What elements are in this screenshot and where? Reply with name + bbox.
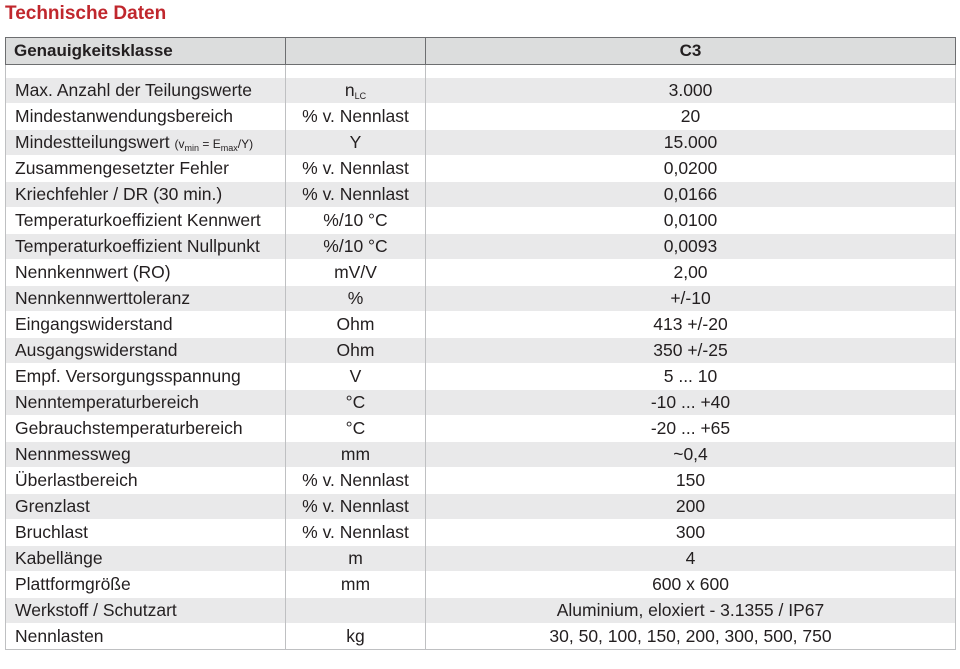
row-name-text: Werkstoff / Schutzart	[15, 600, 177, 620]
row-value: +/-10	[426, 286, 956, 312]
row-value: -20 ... +65	[426, 416, 956, 442]
row-name-text: Kabellänge	[15, 548, 103, 568]
row-name	[6, 546, 286, 572]
table-header-row	[6, 38, 956, 65]
table-row	[6, 624, 956, 650]
row-unit	[286, 546, 426, 572]
row-unit-text: n	[344, 80, 355, 100]
technical-data-table	[5, 37, 956, 650]
row-name-text: Nenntemperaturbereich	[15, 392, 199, 412]
row-name	[6, 494, 286, 520]
row-value: 2,00	[426, 260, 956, 286]
row-name	[6, 208, 286, 234]
row-name-text: Zusammengesetzter Fehler	[15, 158, 229, 178]
row-unit-text: % v. Nennlast	[302, 106, 409, 126]
row-name	[6, 104, 286, 130]
row-unit	[286, 442, 426, 468]
row-name	[6, 598, 286, 624]
table-row	[6, 546, 956, 572]
row-unit-text: % v. Nennlast	[302, 184, 409, 204]
row-name-text: Empf. Versorgungsspannung	[15, 366, 241, 386]
table-row	[6, 364, 956, 390]
row-name-text: Überlastbereich	[15, 470, 138, 490]
table-row	[6, 572, 956, 598]
table-row	[6, 416, 956, 442]
row-name	[6, 234, 286, 260]
row-value: 600 x 600	[426, 572, 956, 598]
table-row	[6, 520, 956, 546]
row-value: 30, 50, 100, 150, 200, 300, 500, 750	[426, 624, 956, 650]
row-unit-text: mV/V	[334, 262, 377, 282]
row-name-text: Temperaturkoeffizient Kennwert	[15, 210, 261, 230]
row-name	[6, 364, 286, 390]
row-name-text: Nennkennwerttoleranz	[15, 288, 191, 308]
row-unit-text: % v. Nennlast	[302, 158, 409, 178]
row-value: ~0,4	[426, 442, 956, 468]
table-row	[6, 286, 956, 312]
row-name	[6, 468, 286, 494]
row-name	[6, 624, 286, 650]
row-unit	[286, 130, 426, 156]
row-name	[6, 286, 286, 312]
table-row	[6, 312, 956, 338]
row-unit	[286, 390, 426, 416]
row-unit-text: m	[348, 548, 363, 568]
row-unit	[286, 260, 426, 286]
row-name-text: Kriechfehler / DR (30 min.)	[15, 184, 223, 204]
row-name-text: Mindestanwendungsbereich	[15, 106, 233, 126]
row-name-text: Grenzlast	[15, 496, 90, 516]
row-unit-text: Ohm	[336, 314, 375, 334]
table-row	[6, 598, 956, 624]
row-name	[6, 442, 286, 468]
table-row	[6, 156, 956, 182]
row-unit-text: % v. Nennlast	[302, 470, 409, 490]
row-unit	[286, 624, 426, 650]
row-unit-text: % v. Nennlast	[302, 522, 409, 542]
table-row	[6, 182, 956, 208]
row-unit-text: °C	[345, 418, 366, 438]
table-row	[6, 260, 956, 286]
row-value: 413 +/-20	[426, 312, 956, 338]
row-unit	[286, 598, 426, 624]
row-unit	[286, 494, 426, 520]
row-value: 0,0100	[426, 208, 956, 234]
row-value: 15.000	[426, 130, 956, 156]
row-unit	[286, 208, 426, 234]
table-row	[6, 78, 956, 104]
table-row	[6, 130, 956, 156]
row-unit-text: %	[347, 288, 364, 308]
row-value: 350 +/-25	[426, 338, 956, 364]
row-name-text: Mindestteilungswert	[15, 132, 170, 152]
row-name-text: Bruchlast	[15, 522, 88, 542]
row-unit	[286, 286, 426, 312]
table-row	[6, 338, 956, 364]
row-value: 0,0166	[426, 182, 956, 208]
row-value: 0,0093	[426, 234, 956, 260]
row-unit-text: Y	[349, 132, 362, 152]
row-unit	[286, 416, 426, 442]
table-row	[6, 390, 956, 416]
row-name-text: Gebrauchstemperaturbereich	[15, 418, 243, 438]
row-value: 20	[426, 104, 956, 130]
row-name-text: Eingangswiderstand	[15, 314, 173, 334]
row-unit	[286, 338, 426, 364]
row-name	[6, 520, 286, 546]
header-accuracy-class: Genauigkeitsklasse	[6, 38, 286, 65]
row-name-note: $(v_{min} = E_{max}/Y)$	[174, 137, 254, 153]
row-unit	[286, 572, 426, 598]
table-row	[6, 468, 956, 494]
row-value: 200	[426, 494, 956, 520]
row-value: 0,0200	[426, 156, 956, 182]
row-name	[6, 390, 286, 416]
row-value: Aluminium, eloxiert - 3.1355 / IP67	[426, 598, 956, 624]
row-unit	[286, 182, 426, 208]
header-unit	[286, 38, 426, 65]
row-unit-text: V	[349, 366, 362, 386]
row-value: 4	[426, 546, 956, 572]
row-name-text: Ausgangswiderstand	[15, 340, 178, 360]
row-value: -10 ... +40	[426, 390, 956, 416]
row-unit	[286, 468, 426, 494]
row-unit	[286, 234, 426, 260]
row-unit-text: % v. Nennlast	[302, 496, 409, 516]
header-class-value: C3	[426, 38, 956, 65]
row-unit	[286, 156, 426, 182]
row-unit-subscript: LC	[354, 91, 367, 101]
row-name	[6, 260, 286, 286]
row-name	[6, 78, 286, 104]
row-name-text: Nennmessweg	[15, 444, 131, 464]
row-name	[6, 156, 286, 182]
row-unit	[286, 520, 426, 546]
table-row	[6, 442, 956, 468]
row-unit-text: Ohm	[336, 340, 375, 360]
row-name-text: Plattformgröße	[15, 574, 131, 594]
row-unit-text: %/10 °C	[323, 210, 388, 230]
row-value: 3.000	[426, 78, 956, 104]
row-value: 5 ... 10	[426, 364, 956, 390]
row-name-text: Temperaturkoeffizient Nullpunkt	[15, 236, 260, 256]
table-row	[6, 494, 956, 520]
row-name	[6, 182, 286, 208]
row-name	[6, 312, 286, 338]
row-unit-text: kg	[346, 626, 365, 646]
table-row	[6, 104, 956, 130]
row-name	[6, 416, 286, 442]
row-name	[6, 130, 286, 156]
row-value: 150	[426, 468, 956, 494]
row-unit-text: %/10 °C	[323, 236, 388, 256]
spacer-row	[6, 65, 956, 78]
table-body	[6, 65, 956, 650]
row-unit-text: °C	[345, 392, 366, 412]
table-row	[6, 208, 956, 234]
section-title: Technische Daten	[5, 3, 167, 24]
row-name-text: Nennlasten	[15, 626, 104, 646]
row-name	[6, 572, 286, 598]
row-unit	[286, 364, 426, 390]
table-row	[6, 234, 956, 260]
row-name-text: Nennkennwert (RO)	[15, 262, 171, 282]
row-unit-text: mm	[340, 574, 371, 594]
row-unit	[286, 104, 426, 130]
row-unit	[286, 78, 426, 104]
row-value: 300	[426, 520, 956, 546]
row-unit	[286, 312, 426, 338]
row-unit-text: mm	[340, 444, 371, 464]
row-name-text: Max. Anzahl der Teilungswerte	[15, 80, 253, 100]
row-name	[6, 338, 286, 364]
